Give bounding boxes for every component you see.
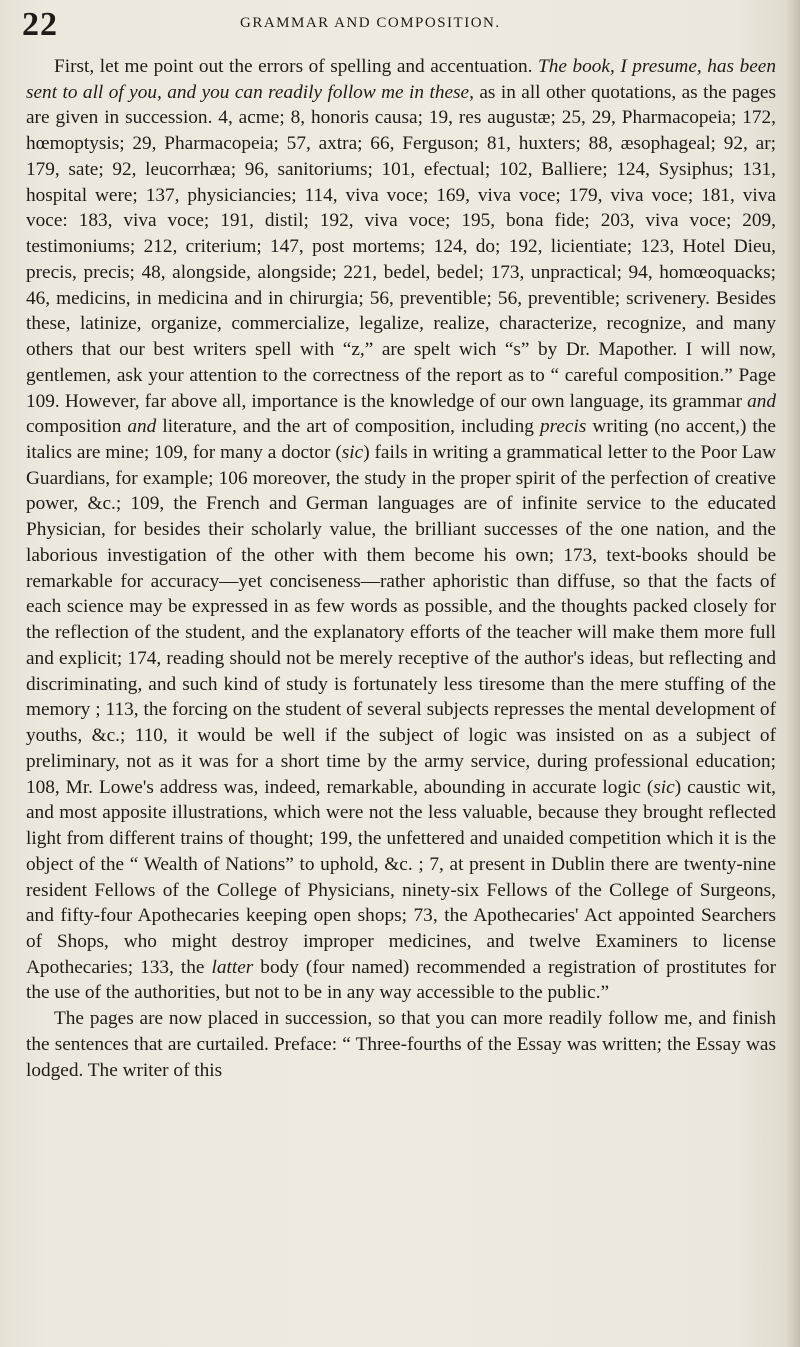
text-run: The pages are now placed in succession, so that you can more readily follow me, and finish the sentences that are curtailed. Preface: “ Three-fourths of the Essay was written; the Essay was lodged. The writer of this: [26, 1008, 776, 1081]
italic-text: and: [127, 416, 157, 438]
italic-text: sic: [341, 442, 364, 464]
italic-text: and: [747, 390, 776, 412]
running-head: GRAMMAR AND COMPOSITION.: [240, 15, 501, 31]
text-run: ) fails in writing a grammatical letter to the Poor Law Guardians, for example; 106 moreover, the study in the proper spirit of the perfection of creative power, &c.; 109, the French and German languages are of infinite service to the educated Physician, for besides their scholarly value, the brilliant successes of the one nation, and the laborious investigation of the other with them become his own; 173, text-books should be remarkable for accuracy—yet conciseness—rather aphoristic than diffuse, so that the facts of each science may be expressed in as few words as possible, and the thoughts packed closely for the reflection of the student, and the explanatory efforts of the teacher will make them more full and explicit; 174, reading should not be merely receptive of the author's ideas, but reflecting and discriminating, and such kind of study is fortunately less tiresome than the mere stuffing of the memory ; 113, the forcing on the student of several subjects represses the mental development of youths, &c.; 110, it would be well if the subject of logic was insisted on as a subject of preliminary, not as it was for a short time by the army service, during professional education; 108, Mr. Lowe's address was, indeed, remarkable, abounding in accurate logic (: [26, 442, 777, 798]
paragraph: [26, 54, 776, 1006]
italic-text: precis: [539, 416, 587, 438]
page-edge-shadow: [786, 0, 800, 1347]
paragraph: [26, 1006, 776, 1083]
body-text: [26, 54, 776, 1083]
text-run: writing (no accent,) the italics are mine; 109, for many a doctor (: [26, 416, 776, 464]
page-number: 22: [22, 6, 58, 43]
italic-text: latter: [211, 956, 254, 978]
text-run: as in all other quotations, as the pages are given in succession. 4, acme; 8, honoris causa; 19, res augustæ; 25, 29, Pharmacopeia; 172, hœmoptysis; 29, Pharmacopeia; 57, axtra; 66, Ferguson; 81, huxters; 88, æsophageal; 92, ar; 179, sate; 92, leucorrhæa; 96, sanitoriums; 101, efectual; 102, Balliere; 124, Sysiphus; 131, hospital were; 137, physiciancies; 114, viva voce; 169, viva voce; 179, viva voce; 181, viva voce: 183, viva voce; 191, distil; 192, viva voce; 195, bona fide; 203, viva voce; 209, testimoniums; 212, criterium; 147, post mortems; 124, do; 192, licientiate; 123, Hotel Dieu, precis, precis; 48, alongside, alongside; 221, bedel, bedel; 173, unpractical; 94, homœoquacks; 46, medicins, in medicina and in chirurgia; 56, preventible; 56, preventible; scrivenery. Besides these, latinize, organize, commercialize, legalize, realize, characterize, recognize, and many others that our best writers spell with “z,” are spelt wich “s” by Dr. Mapother. I will now, gentlemen, ask your attention to the correctness of the report as to “ careful composition.” Page 109. However, far above all, importance is the knowledge of our own language, its grammar: [26, 81, 776, 412]
page-header: [0, 6, 800, 46]
text-run: First, let me point out the errors of spelling and accentuation.: [54, 56, 539, 77]
text-run: literature, and the art of composition, including: [156, 416, 540, 438]
text-run: composition: [26, 416, 128, 438]
italic-text: sic: [653, 776, 675, 798]
italic-text: The book, I presume, has been sent to all of you, and you can readily follow me in these,: [26, 56, 777, 103]
text-run: ) caustic wit, and most apposite illustrations, which were not the less valuable, because they brought reflected light from different trains of thought; 199, the unfettered and unaided competition which it is the object of the “ Wealth of Nations” to uphold, &c. ; 7, at present in Dublin there are twenty-nine resident Fellows of the College of Physicians, ninety-six Fellows of the College of Surgeons, and fifty-four Apothecaries keeping open shops; 73, the Apothecaries' Act appointed Searchers of Shops, who might destroy improper medicines, and twelve Examiners to license Apothecaries; 133, the: [26, 776, 777, 978]
text-run: body (four named) recommended a registration of prostitutes for the use of the authorities, but not to be in any way accessible to the public.”: [26, 956, 776, 1004]
